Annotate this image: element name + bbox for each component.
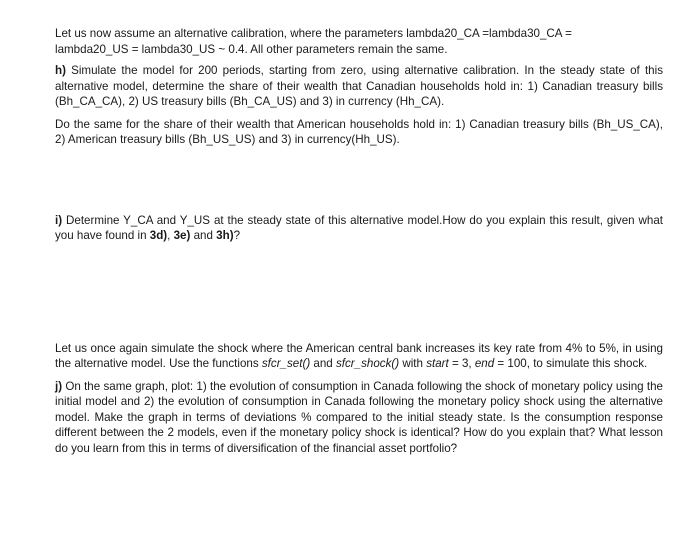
shock-fn-shock: sfcr_shock() [335,357,400,370]
question-i-end: ? [233,229,241,242]
question-h-paragraph [55,63,663,110]
question-j-text: On the same graph, plot: 1) the evolution of consumption in Canada following the shock of monetary policy using the initial model and 2) the evolution of consumption in Canada following the monetary policy shock using the alternative model. Make the graph in terms of deviations % compared to the initial steady state. Is the consumption response different between the 2 models, even if the monetary policy shock is identical? How do you explain that? What lesson do you learn from this in terms of diversification of the financial asset portfolio? [55,379,663,455]
shock-intro-tail: to simulate this shock. [529,357,648,370]
question-h-text-2: Do the same for the share of their wealth that American households hold in: 1) Canadian treasury bills (Bh_US_CA), 2) American treasury bills (Bh_US_US) and 3) in currency(Hh_US). [55,117,663,146]
intro-line-2: lambda20_US = lambda30_US ~ 0.4. All other parameters remain the same. [55,42,448,56]
question-i-paragraph [55,213,663,244]
shock-start-keyword: start [426,357,449,370]
question-i-ref-3e: 3e) [173,229,191,242]
shock-end-value: = 100, [494,357,530,370]
intro-paragraph [55,26,663,57]
shock-intro-text: Let us once again simulate the shock where the American central bank increases its key rate from 4% to 5%, in using the alternative model. Use the functions [55,341,663,370]
question-i-ref-3d: 3d) [149,229,168,242]
question-h-label: h) [55,64,66,77]
question-i-label: i) [55,213,63,227]
question-j-paragraph [55,379,663,457]
shock-start-value: = 3, [448,357,475,370]
shock-fn-set: sfcr_set() [261,357,311,370]
question-i-ref-3h: 3h) [216,229,234,242]
shock-intro-paragraph [55,341,663,372]
question-i-sep-2: and [190,229,217,242]
shock-end-keyword: end [474,357,495,370]
document-page [55,26,663,456]
question-h-paragraph-2 [55,117,663,148]
intro-line-1: Let us now assume an alternative calibration, where the parameters lambda20_CA =lambda30_CA = [55,27,572,40]
question-h-text: Simulate the model for 200 periods, starting from zero, using alternative calibration. In the steady state of this alternative model, determine the share of their wealth that Canadian households hold in: 1) Canadian treasury bills (Bh_CA_CA), 2) US treasury bills (Bh_CA_US) and 3) in currency (Hh_CA). [55,64,663,108]
question-i-sep-1: , [167,229,174,242]
question-j-label: j) [55,379,63,393]
shock-with: with [399,357,427,370]
shock-and: and [310,357,336,370]
question-i-text: Determine Y_CA and Y_US at the steady state of this alternative model.How do you explain this result, given what you have found in [55,213,663,242]
